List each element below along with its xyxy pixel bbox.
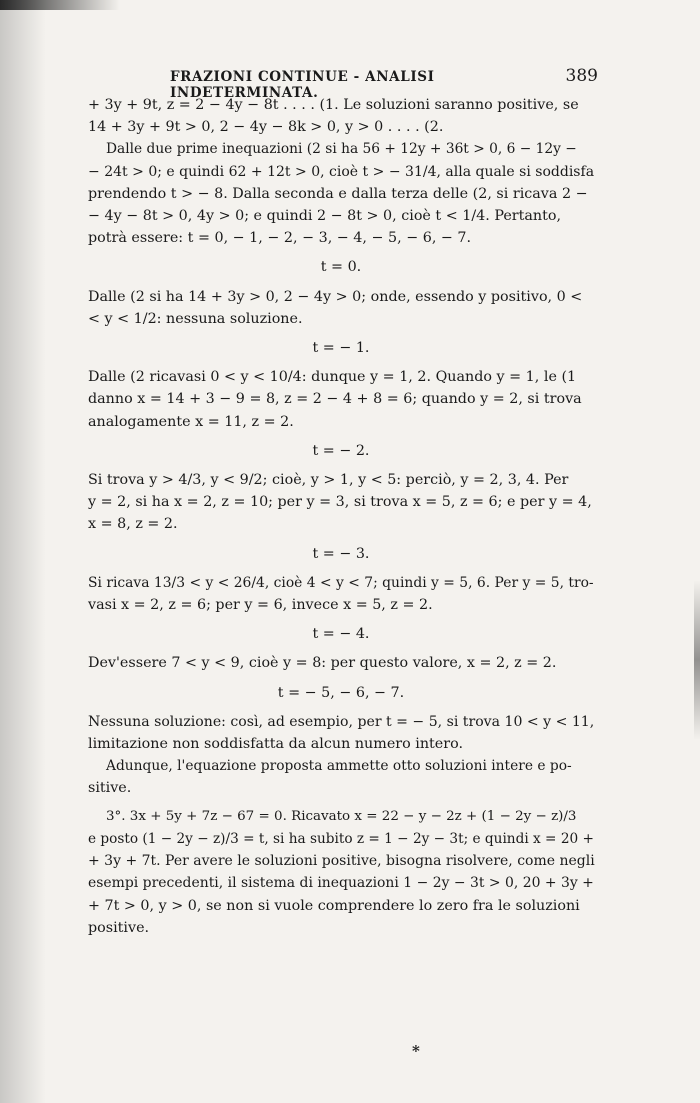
text-line: y = 2, si ha x = 2, z = 10; per y = 3, si trova x = 5, z = 6; e per y = 4, bbox=[88, 494, 592, 511]
text-line: < y < 1/2: nessuna soluzione. bbox=[88, 310, 303, 327]
text-line: + 3y + 9t, z = 2 − 4y − 8t . . . . (1. Le soluzioni saranno positive, se bbox=[88, 97, 579, 113]
case-heading: t = − 3. bbox=[312, 545, 370, 562]
text-line: 3°. 3x + 5y + 7z − 67 = 0. Ricavato x = 22 − y − 2z + (1 − 2y − z)/3 bbox=[106, 808, 577, 824]
text-line: − 24t > 0; e quindi 62 + 12t > 0, cioè t > − 31/4, alla quale si soddisfa bbox=[88, 163, 595, 180]
text-line: limitazione non soddisfatta da alcun numero intero. bbox=[88, 736, 463, 753]
text-line: Dev'essere 7 < y < 9, cioè y = 8: per questo valore, x = 2, z = 2. bbox=[88, 655, 557, 672]
text-line: sitive. bbox=[88, 780, 132, 797]
page-number: 389 bbox=[565, 66, 598, 86]
case-heading: t = − 1. bbox=[312, 340, 370, 357]
text-line: e posto (1 − 2y − z)/3 = t, si ha subito z = 1 − 2y − 3t; e quindi x = 20 + bbox=[88, 830, 594, 847]
text-line: potrà essere: t = 0, − 1, − 2, − 3, − 4, − 5, − 6, − 7. bbox=[88, 230, 472, 247]
case-heading: t = − 5, − 6, − 7. bbox=[277, 684, 405, 701]
case-heading: t = − 4. bbox=[312, 626, 370, 643]
text-line: Dalle (2 ricavasi 0 < y < 10/4: dunque y = 1, 2. Quando y = 1, le (1 bbox=[88, 369, 577, 386]
text-line: Dalle (2 si ha 14 + 3y > 0, 2 − 4y > 0; onde, essendo y positivo, 0 < bbox=[88, 288, 583, 305]
text-line: Si ricava 13/3 < y < 26/4, cioè 4 < y < 7; quindi y = 5, 6. Per y = 5, tro- bbox=[88, 574, 594, 591]
case-heading: t = − 2. bbox=[312, 442, 370, 459]
text-line: + 3y + 7t. Per avere le soluzioni positive, bisogna risolvere, come negli bbox=[88, 853, 595, 870]
text-line: − 4y − 8t > 0, 4y > 0; e quindi 2 − 8t > 0, cioè t < 1/4. Pertanto, bbox=[88, 208, 561, 225]
text-line: danno x = 14 + 3 − 9 = 8, z = 2 − 4 + 8 = 6; quando y = 2, si trova bbox=[88, 391, 582, 408]
signature-mark: * bbox=[412, 1042, 420, 1060]
text-line: analogamente x = 11, z = 2. bbox=[88, 413, 294, 430]
text-line: Nessuna soluzione: così, ad esempio, per t = − 5, si trova 10 < y < 11, bbox=[88, 713, 595, 730]
scan-corner-mark bbox=[0, 0, 120, 10]
header-title: FRAZIONI CONTINUE - ANALISI INDETERMINATA. bbox=[170, 69, 435, 101]
text-line: positive. bbox=[88, 919, 150, 936]
text-line: vasi x = 2, z = 6; per y = 6, invece x = 5, z = 2. bbox=[88, 597, 433, 614]
case-heading: t = 0. bbox=[320, 259, 362, 276]
text-line: Adunque, l'equazione proposta ammette otto soluzioni intere e po- bbox=[106, 758, 572, 775]
text-line: x = 8, z = 2. bbox=[88, 516, 178, 533]
scan-edge-shadow bbox=[0, 0, 46, 1103]
text-line: Si trova y > 4/3, y < 9/2; cioè, y > 1, y < 5: perciò, y = 2, 3, 4. Per bbox=[88, 472, 569, 489]
text-line: + 7t > 0, y > 0, se non si vuole comprendere lo zero fra le soluzioni bbox=[88, 897, 580, 914]
text-line: Dalle due prime inequazioni (2 si ha 56 + 12y + 36t > 0, 6 − 12y − bbox=[106, 141, 577, 158]
text-line: 14 + 3y + 9t > 0, 2 − 4y − 8k > 0, y > 0 . . . . (2. bbox=[88, 119, 444, 136]
text-line: prendendo t > − 8. Dalla seconda e dalla terza delle (2, si ricava 2 − bbox=[88, 185, 588, 202]
text-line: esempi precedenti, il sistema di inequazioni 1 − 2y − 3t > 0, 20 + 3y + bbox=[88, 875, 594, 892]
body-text bbox=[88, 94, 594, 939]
scan-edge-mark bbox=[694, 580, 700, 740]
